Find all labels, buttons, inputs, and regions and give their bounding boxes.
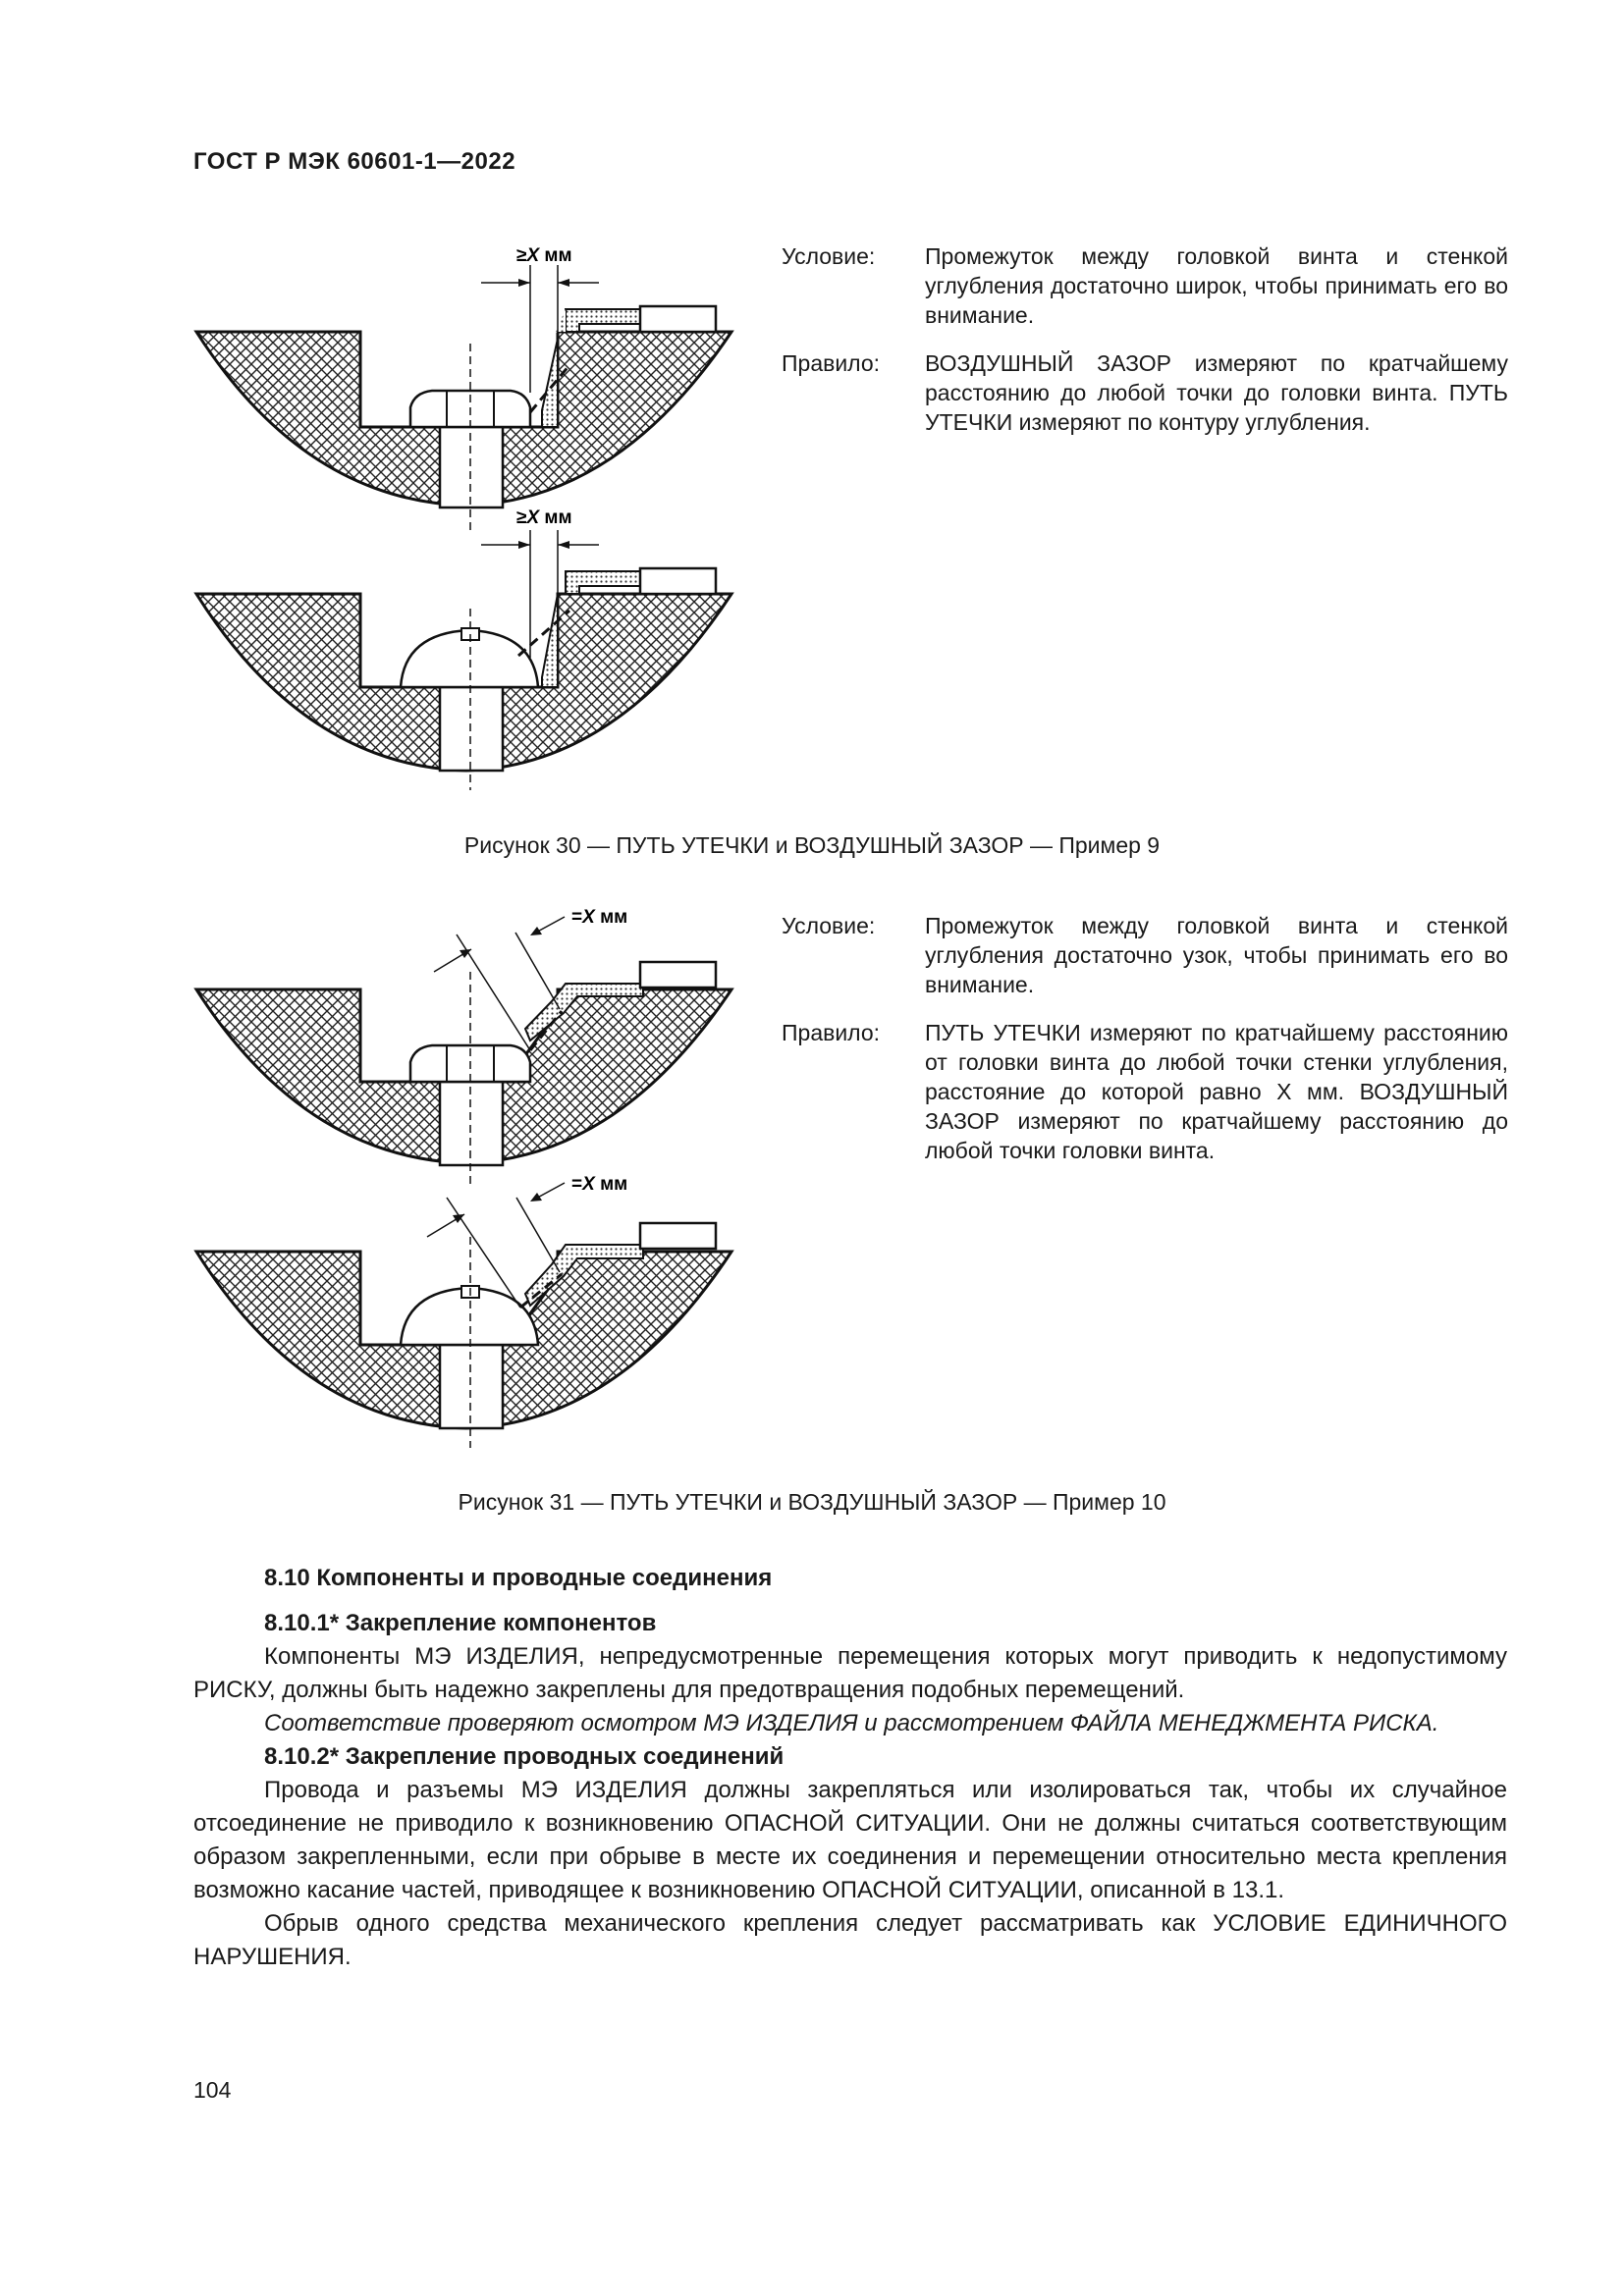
fig30-condition xyxy=(782,241,1508,340)
figure-30-caption: Рисунок 30 — ПУТЬ УТЕЧКИ и ВОЗДУШНЫЙ ЗАЗОР — Пример 9 xyxy=(463,832,1161,858)
fig30-hex-screw-drawing xyxy=(196,245,731,530)
fig31-rule-label: Правило: xyxy=(782,1020,881,1045)
fig30-condition-text: Промежуток между головкой винта и стенкой углубления достаточно широк, чтобы принимать его во внимание. xyxy=(925,243,1508,328)
figure-30-diagram xyxy=(187,245,746,805)
fig31-condition-text: Промежуток между головкой винта и стенкой углубления достаточно узок, чтобы принимать его во внимание. xyxy=(925,913,1508,997)
fig30-round-screw-drawing xyxy=(196,507,731,790)
fig30-top-dimension-label: ≥X мм xyxy=(516,245,572,266)
paragraph-components: Компоненты МЭ ИЗДЕЛИЯ, непредусмотренные перемещения которых могут приводить к недопустимому РИСКУ, должны быть надежно закреплены для предотвращения подобных перемещений. xyxy=(193,1643,1507,1703)
fig31-top-dimension-label: =X мм xyxy=(571,907,628,928)
section-8-10 xyxy=(193,1562,1507,1974)
fig31-rule xyxy=(782,1018,1508,1175)
fig31-condition-label: Условие: xyxy=(782,913,876,938)
fig30-rule xyxy=(782,348,1508,447)
fig30-condition-label: Условие: xyxy=(782,243,876,269)
page-number: 104 xyxy=(193,2077,232,2103)
heading-8-10-1: 8.10.1* Закрепление компонентов xyxy=(264,1610,657,1636)
heading-8-10: 8.10 Компоненты и проводные соединения xyxy=(264,1565,773,1591)
paragraph-compliance: Соответствие проверяют осмотром МЭ ИЗДЕЛИЯ и рассмотрением ФАЙЛА МЕНЕДЖМЕНТА РИСКА. xyxy=(264,1710,1439,1736)
figure-31-diagram xyxy=(187,903,746,1463)
fig31-condition xyxy=(782,911,1508,1009)
document-header: ГОСТ Р МЭК 60601-1—2022 xyxy=(193,148,516,175)
fig31-hex-screw-drawing xyxy=(196,907,731,1188)
fig31-bottom-dimension-label: =X мм xyxy=(571,1174,628,1195)
heading-8-10-2: 8.10.2* Закрепление проводных соединений xyxy=(264,1743,785,1770)
fig31-round-screw-drawing xyxy=(196,1174,731,1448)
figure-31-caption: Рисунок 31 — ПУТЬ УТЕЧКИ и ВОЗДУШНЫЙ ЗАЗОР — Пример 10 xyxy=(458,1489,1166,1515)
paragraph-single-fault: Обрыв одного средства механического крепления следует рассматривать как УСЛОВИЕ ЕДИНИЧНОГО НАРУШЕНИЯ. xyxy=(193,1910,1507,1970)
fig31-rule-text: ПУТЬ УТЕЧКИ измеряют по кратчайшему расстоянию от головки винта до любой точки стенки углубления, расстояние до которой равно X мм. ВОЗДУШНЫЙ ЗАЗОР измеряют по кратчайшему расстоянию до любой точки головки винта. xyxy=(925,1020,1508,1163)
fig30-rule-text: ВОЗДУШНЫЙ ЗАЗОР измеряют по кратчайшему расстоянию до любой точки до головки винта. ПУТЬ УТЕЧКИ измеряют по контуру углубления. xyxy=(925,350,1508,435)
paragraph-wiring: Провода и разъемы МЭ ИЗДЕЛИЯ должны закрепляться или изолироваться так, чтобы их случайное отсоединение не приводило к возникновению ОПАСНОЙ СИТУАЦИИ. Они не должны считаться соответствующим образом закрепленными, если при обрыве в месте их соединения и перемещении относительно места крепления возможно касание частей, приводящее к возникновению ОПАСНОЙ СИТУАЦИИ, описанной в 13.1. xyxy=(193,1777,1507,1903)
fig30-bottom-dimension-label: ≥X мм xyxy=(516,507,572,528)
fig30-rule-label: Правило: xyxy=(782,350,881,376)
